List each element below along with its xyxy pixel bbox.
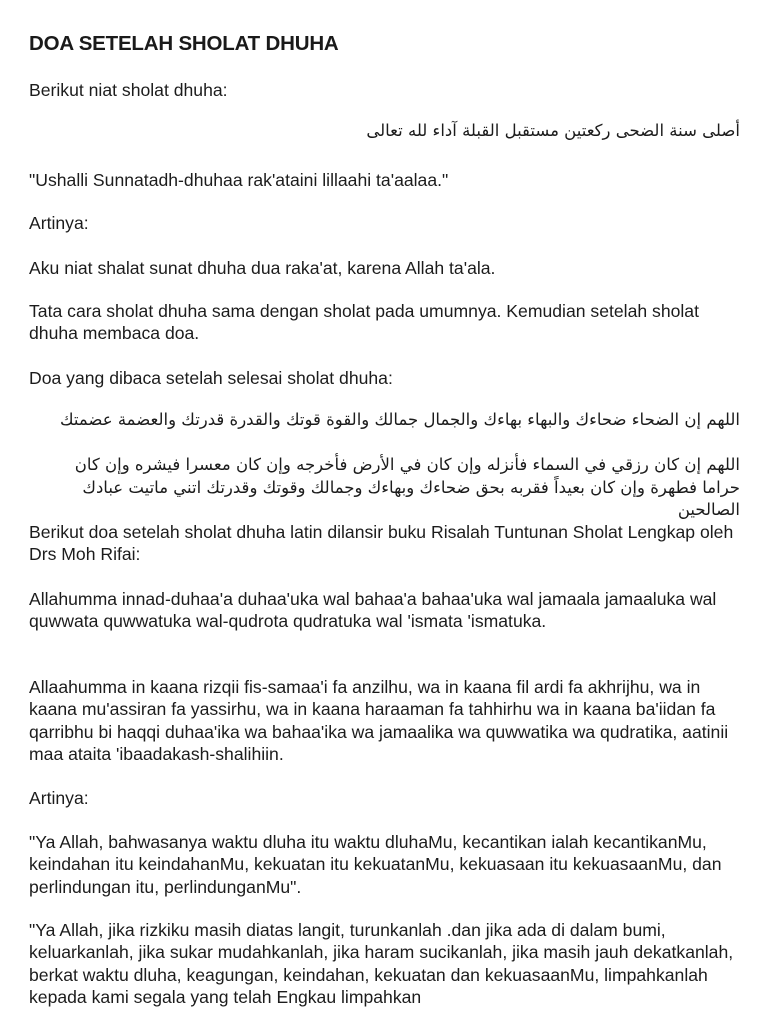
artinya-label-1: Artinya: [29, 213, 89, 233]
meaning-paragraph-1: "Ya Allah, bahwasanya waktu dluha itu waktu dluhaMu, kecantikan ialah kecantikanMu, keindahan itu keindahanMu, kekuatan itu kekuatanMu, kekuasaan itu kekuasaanMu, dan perlindungan itu, perlindunganMu". [29, 832, 722, 897]
niat-latin-text: "Ushalli Sunnatadh-dhuhaa rak'ataini lillaahi ta'aalaa." [29, 170, 449, 190]
doa-latin-1: Allahumma innad-duhaa'a duhaa'uka wal bahaa'a bahaa'uka wal jamaala jamaaluka wal quwwata quwwatuka wal-qudrota qudratuka wal 'ismata 'ismatuka. [29, 589, 717, 632]
doa-arabic-2: اللهم إن كان رزقي في السماء فأنزله وإن كان في الأرض فأخرجه وإن كان معسرا فيشره وإن كان حراما فطهرة وإن كان بعيداً فقربه بحق ضحاءك وبهاءك وجمالك وقوتك وقدرتك اتني ماتيت عبادك الصالحين [74, 455, 740, 519]
meaning-paragraph-2: "Ya Allah, jika rizkiku masih diatas langit, turunkanlah .dan jika ada di dalam bumi, keluarkanlah, jika sukar mudahkanlah, jika haram sucikanlah, jika masih jauh dekatkanlah, berkat waktu dluha, keagungan, keindahan, kekuatan dan kekuasaanMu, limpahkanlah kepada kami segala yang telah Engkau limpahkan [29, 920, 734, 1007]
doa-latin-2: Allaahumma in kaana rizqii fis-samaa'i fa anzilhu, wa in kaana fil ardi fa akhrijhu, wa in kaana mu'assiran fa yassirhu, wa in kaana haraaman fa tahhirhu wa in kaana ba'iidan fa qarribhu bi haqqi duhaa'ika wa bahaa'ika wa jamaalika wa quwwatika wa qudratika, aatinii maa ataita 'ibaadakash-shalihiin. [29, 677, 729, 764]
doa-arabic-1: اللهم إن الضحاء ضحاءك والبهاء بهاءك والجمال جمالك والقوة قوتك والقدرة قدرتك والعضمة عضمتك [60, 410, 740, 429]
artinya-label-2: Artinya: [29, 788, 89, 808]
latin-intro-paragraph: Berikut doa setelah sholat dhuha latin dilansir buku Risalah Tuntunan Sholat Lengkap oleh Drs Moh Rifai: [29, 522, 734, 565]
niat-intro: Berikut niat sholat dhuha: [29, 80, 228, 100]
article-title: DOA SETELAH SHOLAT DHUHA [29, 32, 339, 55]
doa-intro: Doa yang dibaca setelah selesai sholat dhuha: [29, 368, 393, 388]
tata-cara-paragraph: Tata cara sholat dhuha sama dengan sholat pada umumnya. Kemudian setelah sholat dhuha membaca doa. [29, 301, 699, 344]
niat-meaning: Aku niat shalat sunat dhuha dua raka'at, karena Allah ta'ala. [29, 258, 496, 278]
niat-arabic-text: أصلى سنة الضحى ركعتين مستقبل القبلة آداء لله تعالى [366, 121, 740, 140]
